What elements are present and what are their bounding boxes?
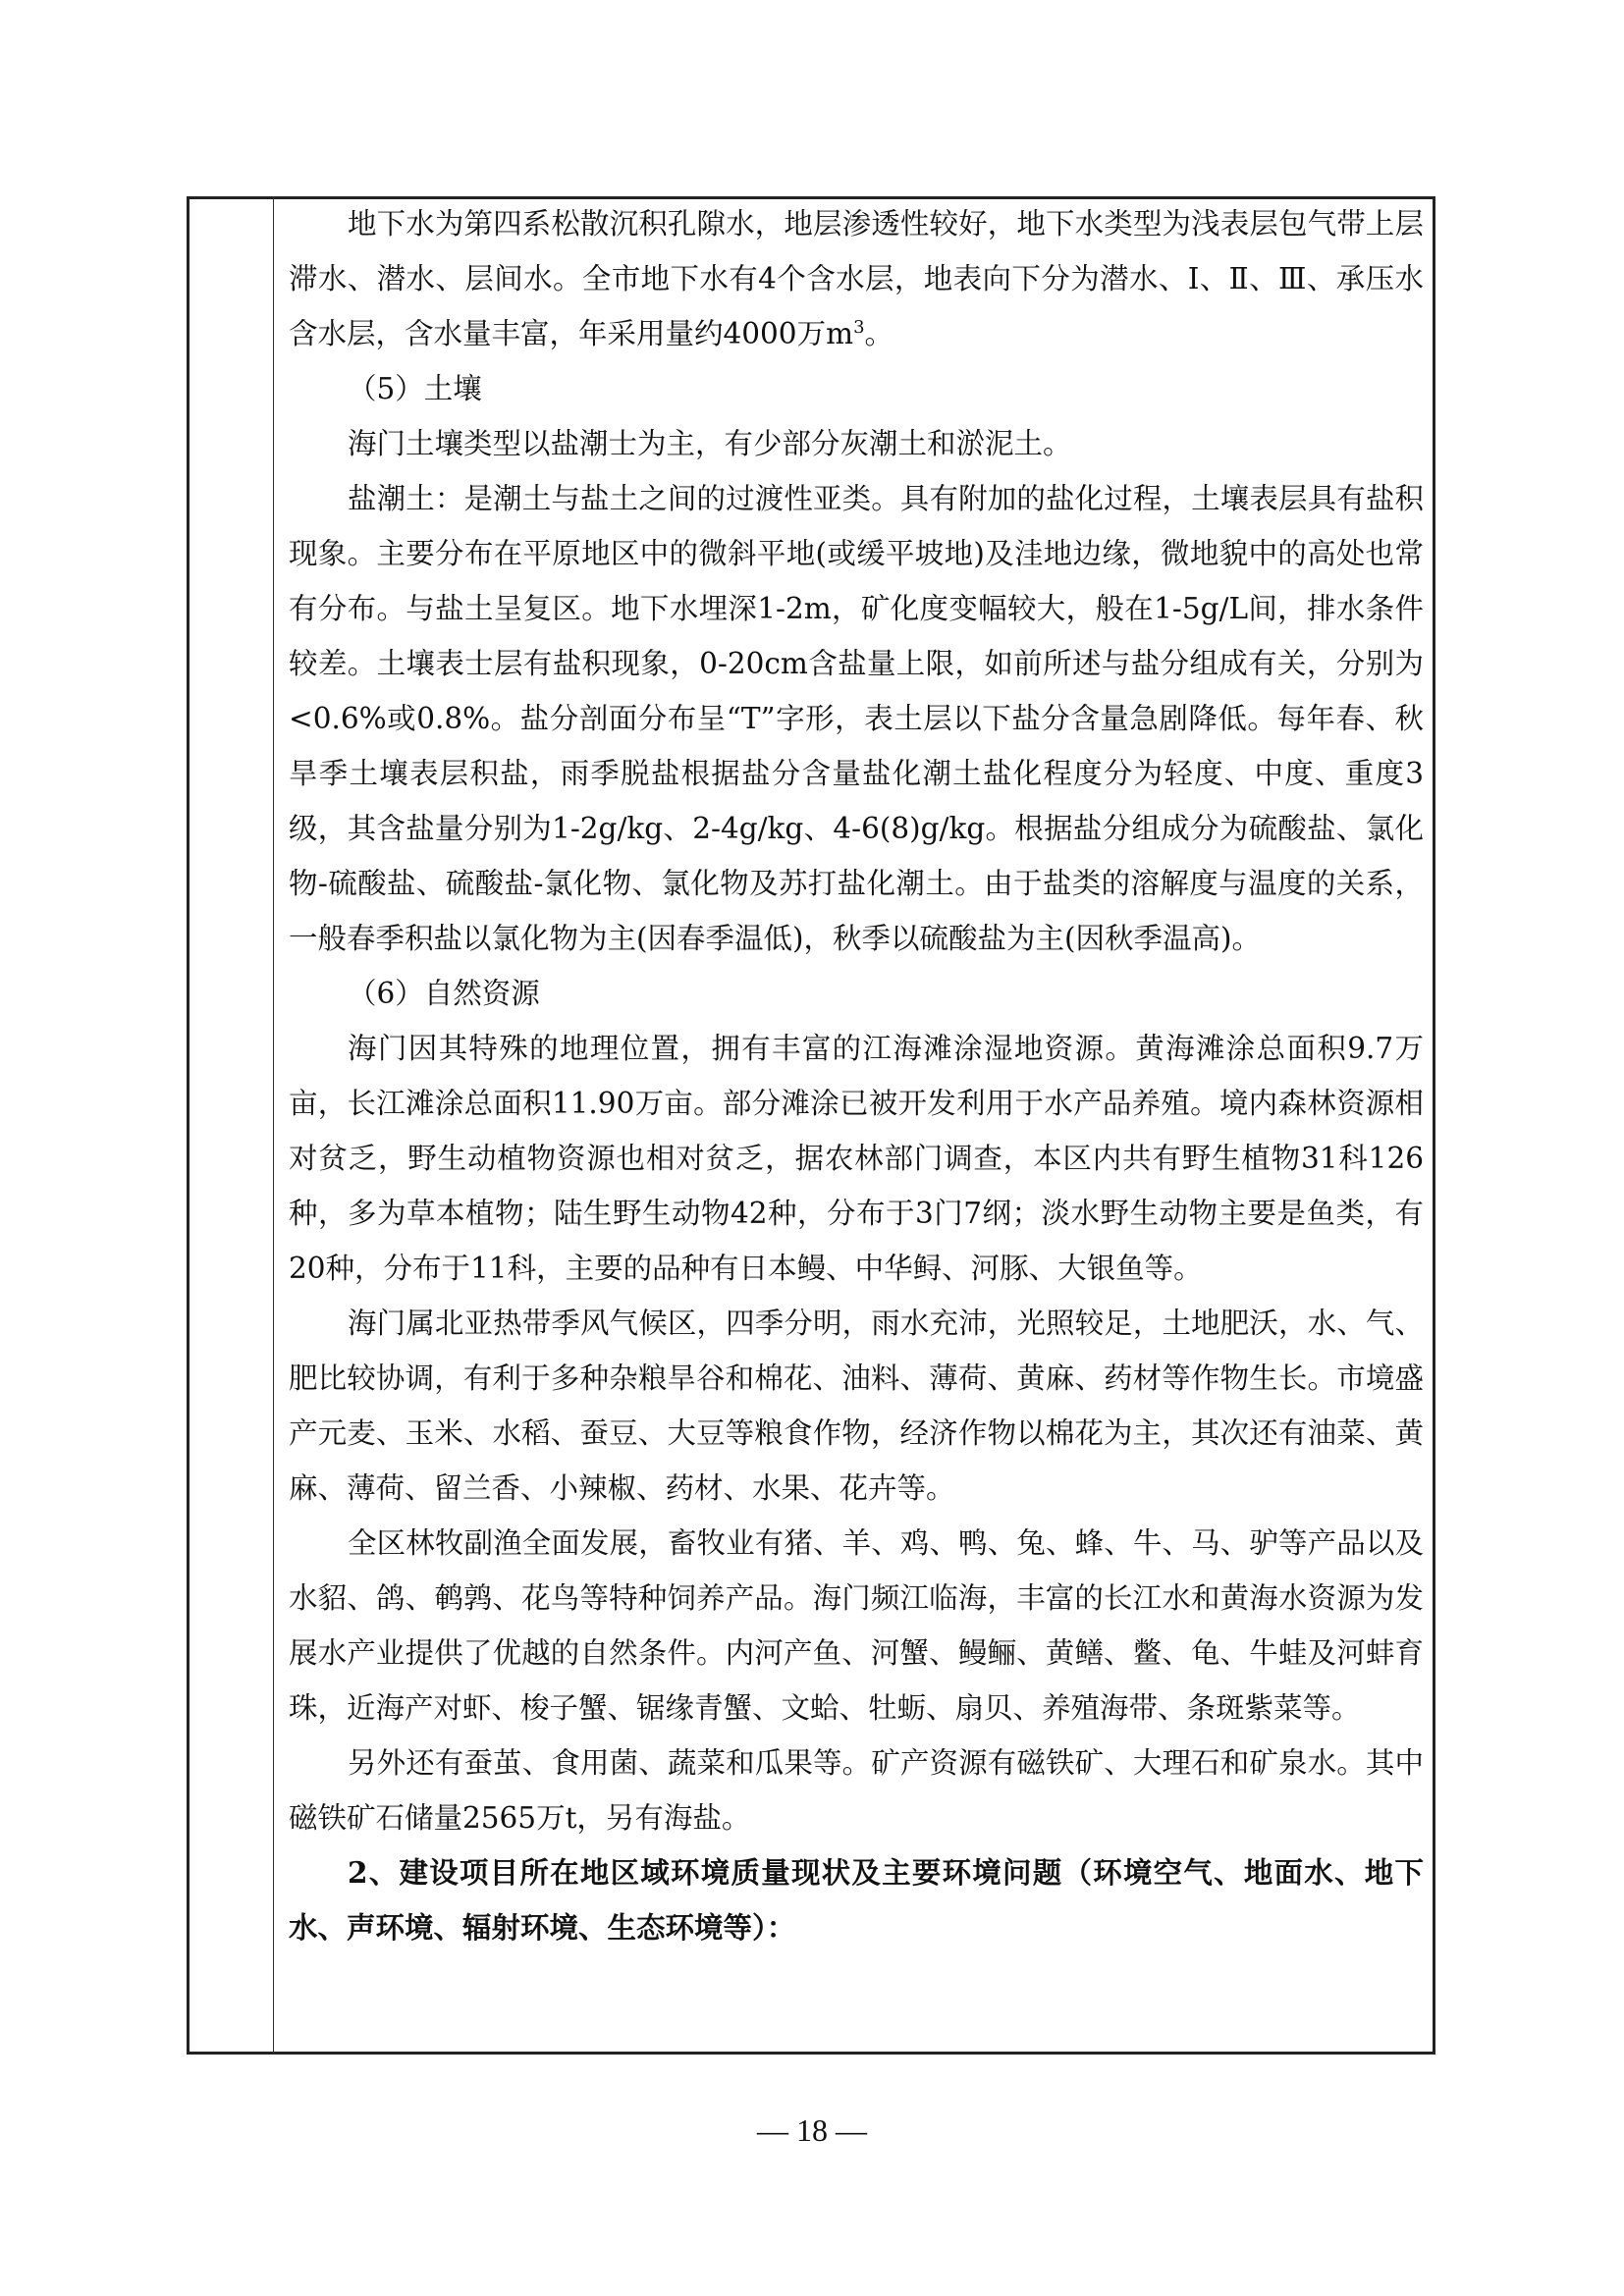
superscript-3: 3 — [853, 317, 865, 339]
heading-soil: （5）土壤 — [348, 372, 482, 405]
saline-soil-paragraph: 盐潮土：是潮土与盐土之间的过渡性亚类。具有附加的盐化过程，土壤表层具有盐积现象。主要分布在平原地区中的微斜平地(或缓平坡地)及洼地边缘，微地貌中的高处也常有分布。与盐土呈复区。地下水埋深1-2m，矿化度变幅较大，般在1-5g/L间，排水条件较差。土壤表士层有盐积现象，0-20cm含盐量上限，如前所述与盐分组成有关，分别为<0.6%或0.8%。盐分剖面分布呈“T”字形，表土层以下盐分含量急剧降低。每年春、秋旱季土壤表层积盐，雨季脱盐根据盐分含量盐化潮土盐化程度分为轻度、中度、重度3级，其含盐量分别为1-2g/kg、2-4g/kg、4-6(8)g/kg。根据盐分组成分为硫酸盐、氯化物-硫酸盐、硫酸盐-氯化物、氯化物及苏打盐化潮土。由于盐类的溶解度与温度的关系，一般春季积盐以氯化物为主(因春季温低)，秋季以硫酸盐为主(因秋季温高)。 — [289, 482, 1424, 955]
soil-type-paragraph: 海门土壤类型以盐潮士为主，有少部分灰潮土和淤泥土。 — [348, 427, 1072, 460]
page-content — [289, 196, 1424, 1955]
heading-natural-resources: （6）自然资源 — [348, 977, 540, 1010]
page-number: — 18 — — [757, 2112, 867, 2148]
groundwater-text-end: 。 — [864, 317, 894, 350]
climate-paragraph: 海门属北亚热带季风气候区，四季分明，雨水充沛，光照较足，土地肥沃，水、气、肥比较协调，有利于多种杂粮旱谷和棉花、油料、薄荷、黄麻、药材等作物生长。市境盛产元麦、玉米、水稻、蚕豆、大豆等粮食作物，经济作物以棉花为主，其次还有油菜、黄麻、薄荷、留兰香、小辣椒、药材、水果、花卉等。 — [289, 1307, 1424, 1505]
husbandry-paragraph: 全区林牧副渔全面发展，畜牧业有猪、羊、鸡、鸭、兔、蜂、牛、马、驴等产品以及水貂、鸽、鹌鹑、花鸟等特种饲养产品。海门频江临海，丰富的长江水和黄海水资源为发展水产业提供了优越的自然条件。内河产鱼、河蟹、鳗鲡、黄鳝、鳖、龟、牛蛙及河蚌育珠，近海产对虾、梭子蟹、锯缘青蟹、文蛤、牡蛎、扇贝、养殖海带、条斑紫菜等。 — [289, 1526, 1424, 1725]
minerals-paragraph: 另外还有蚕茧、食用菌、蔬菜和瓜果等。矿产资源有磁铁矿、大理石和矿泉水。其中磁铁矿石储量2565万t，另有海盐。 — [289, 1746, 1424, 1835]
column-divider — [273, 196, 274, 2055]
wetland-paragraph: 海门因其特殊的地理位置，拥有丰富的江海滩涂湿地资源。黄海滩涂总面积9.7万亩，长江滩涂总面积11.90万亩。部分滩涂已被开发利用于水产品养殖。境内森林资源相对贫乏，野生动植物资源也相对贫乏，据农林部门调查，本区内共有野生植物31科126种，多为草本植物；陆生野生动物42种，分布于3门7纲；淡水野生动物主要是鱼类，有20种，分布于11科，主要的品种有日本鳗、中华鲟、河豚、大银鱼等。 — [289, 1032, 1424, 1285]
groundwater-paragraph — [289, 196, 1424, 361]
groundwater-text: 地下水为第四系松散沉积孔隙水，地层渗透性较好，地下水类型为浅表层包气带上层滞水、潜水、层间水。全市地下水有4个含水层，地表向下分为潜水、Ⅰ、Ⅱ、Ⅲ、承压水含水层，含水量丰富，年采用量约4000万m — [289, 207, 1424, 350]
section-2-heading: 2、建设项目所在地区域环境质量现状及主要环境问题（环境空气、地面水、地下水、声环境、辐射环境、生态环境等）： — [289, 1855, 1424, 1945]
